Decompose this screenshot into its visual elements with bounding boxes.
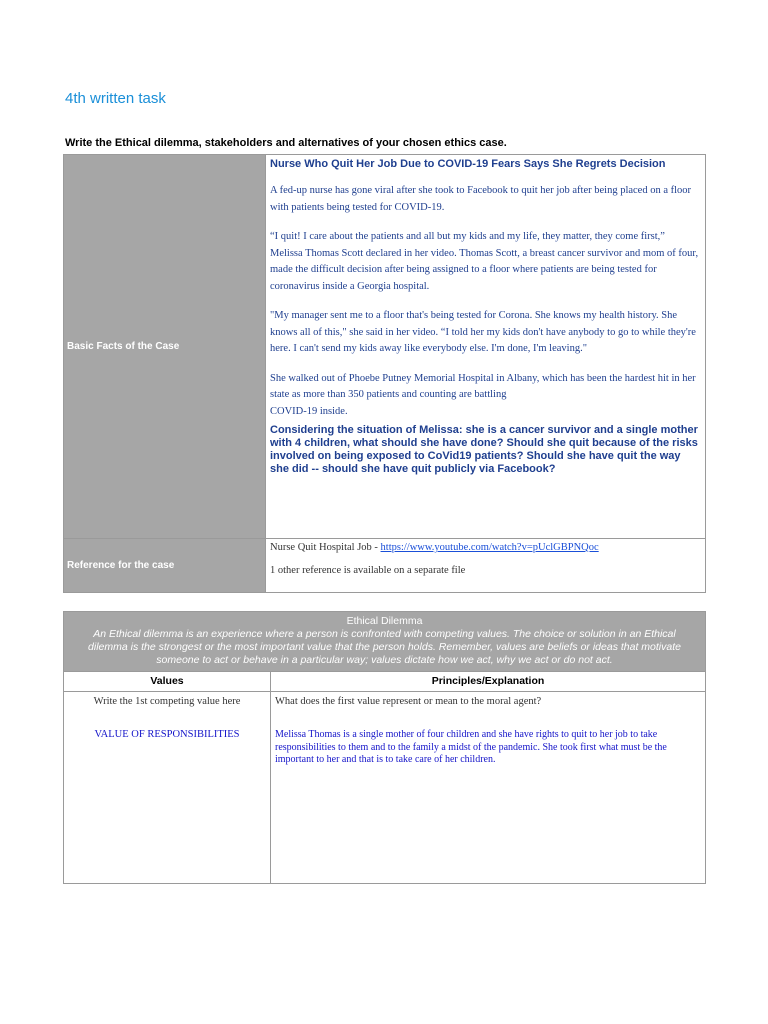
values-column-header: Values — [64, 672, 271, 692]
explanation-answer: Melissa Thomas is a single mother of four children and she have rights to quit to her job to take responsibilities to them and to the family a midst of the pandemic. She took first what must be the important to her and that is to take care of her children. — [275, 729, 667, 765]
values-prompt: Write the 1st competing value here — [93, 696, 241, 707]
facts-paragraph: She walked out of Phoebe Putney Memorial Hospital in Albany, which has been the hardest hit in her state as more than 350 patients and counting are battling — [270, 372, 696, 400]
principles-column-header: Principles/Explanation — [271, 672, 706, 692]
facts-paragraph: COVID-19 inside. — [270, 405, 348, 417]
principles-prompt: What does the first value represent or mean to the moral agent? — [275, 696, 542, 707]
values-cell[interactable] — [64, 692, 271, 884]
case-title: Nurse Who Quit Her Job Due to COVID-19 Fears Says She Regrets Decision — [270, 158, 666, 170]
case-table — [63, 154, 706, 593]
reference-note: 1 other reference is available on a separate file — [270, 565, 466, 576]
facts-label: Basic Facts of the Case — [64, 155, 266, 539]
value-row — [64, 692, 706, 884]
column-header-row — [64, 672, 706, 692]
explanation-cell[interactable] — [271, 692, 706, 884]
facts-paragraph: "My manager sent me to a floor that's being tested for Corona. She knows my health history. She knows all of this," she said in her video. “I told her my kids don't have anybody to go to while they're here. I can't send my kids away like everybody else. I'm done, I'm leaving." — [270, 310, 696, 354]
facts-paragraph: “I quit! I care about the patients and all but my kids and my life, they matter, they come first,” Melissa Thomas Scott declared in her video. Thomas Scott, a breast cancer survivor and mom of four, made the difficult decision after being assigned to a floor where patients are being tested for coronavirus inside a Georgia hospital. — [270, 231, 699, 292]
reference-link[interactable]: https://www.youtube.com/watch?v=pUclGBPNQoc — [380, 542, 599, 553]
reference-row — [64, 539, 706, 593]
dilemma-header — [64, 612, 706, 672]
reference-content — [266, 539, 706, 593]
dilemma-definition: An Ethical dilemma is an experience where a person is confronted with competing values. The choice or solution in an Ethical dilemma is the strongest or the most important value that the person holds. Remember, values are beliefs or ideas that motivate someone to act or behave in a particular way; values dictate how we act, why we act or do not act. — [88, 628, 681, 666]
case-question: Considering the situation of Melissa: she is a cancer survivor and a single mother with 4 children, what should she have done? Should she quit because of the risks involved on being exposed to CoVid19 patients? Should she have quit the way she did -- should she have quit publicly via Facebook? — [270, 424, 698, 475]
reference-label: Reference for the case — [64, 539, 266, 593]
reference-line — [270, 542, 699, 553]
value-answer: VALUE OF RESPONSIBILITIES — [94, 729, 240, 740]
page-title: 4th written task — [65, 90, 166, 107]
facts-row — [64, 155, 706, 539]
reference-prefix: Nurse Quit Hospital Job - — [270, 542, 381, 553]
dilemma-header-row — [64, 612, 706, 672]
dilemma-heading: Ethical Dilemma — [346, 615, 423, 627]
instruction-text: Write the Ethical dilemma, stakeholders and alternatives of your chosen ethics case. — [65, 137, 507, 149]
facts-paragraph: A fed-up nurse has gone viral after she took to Facebook to quit her job after being placed on a floor with patients being tested for COVID-19. — [270, 185, 692, 213]
facts-content — [266, 155, 706, 539]
dilemma-table — [63, 611, 706, 884]
